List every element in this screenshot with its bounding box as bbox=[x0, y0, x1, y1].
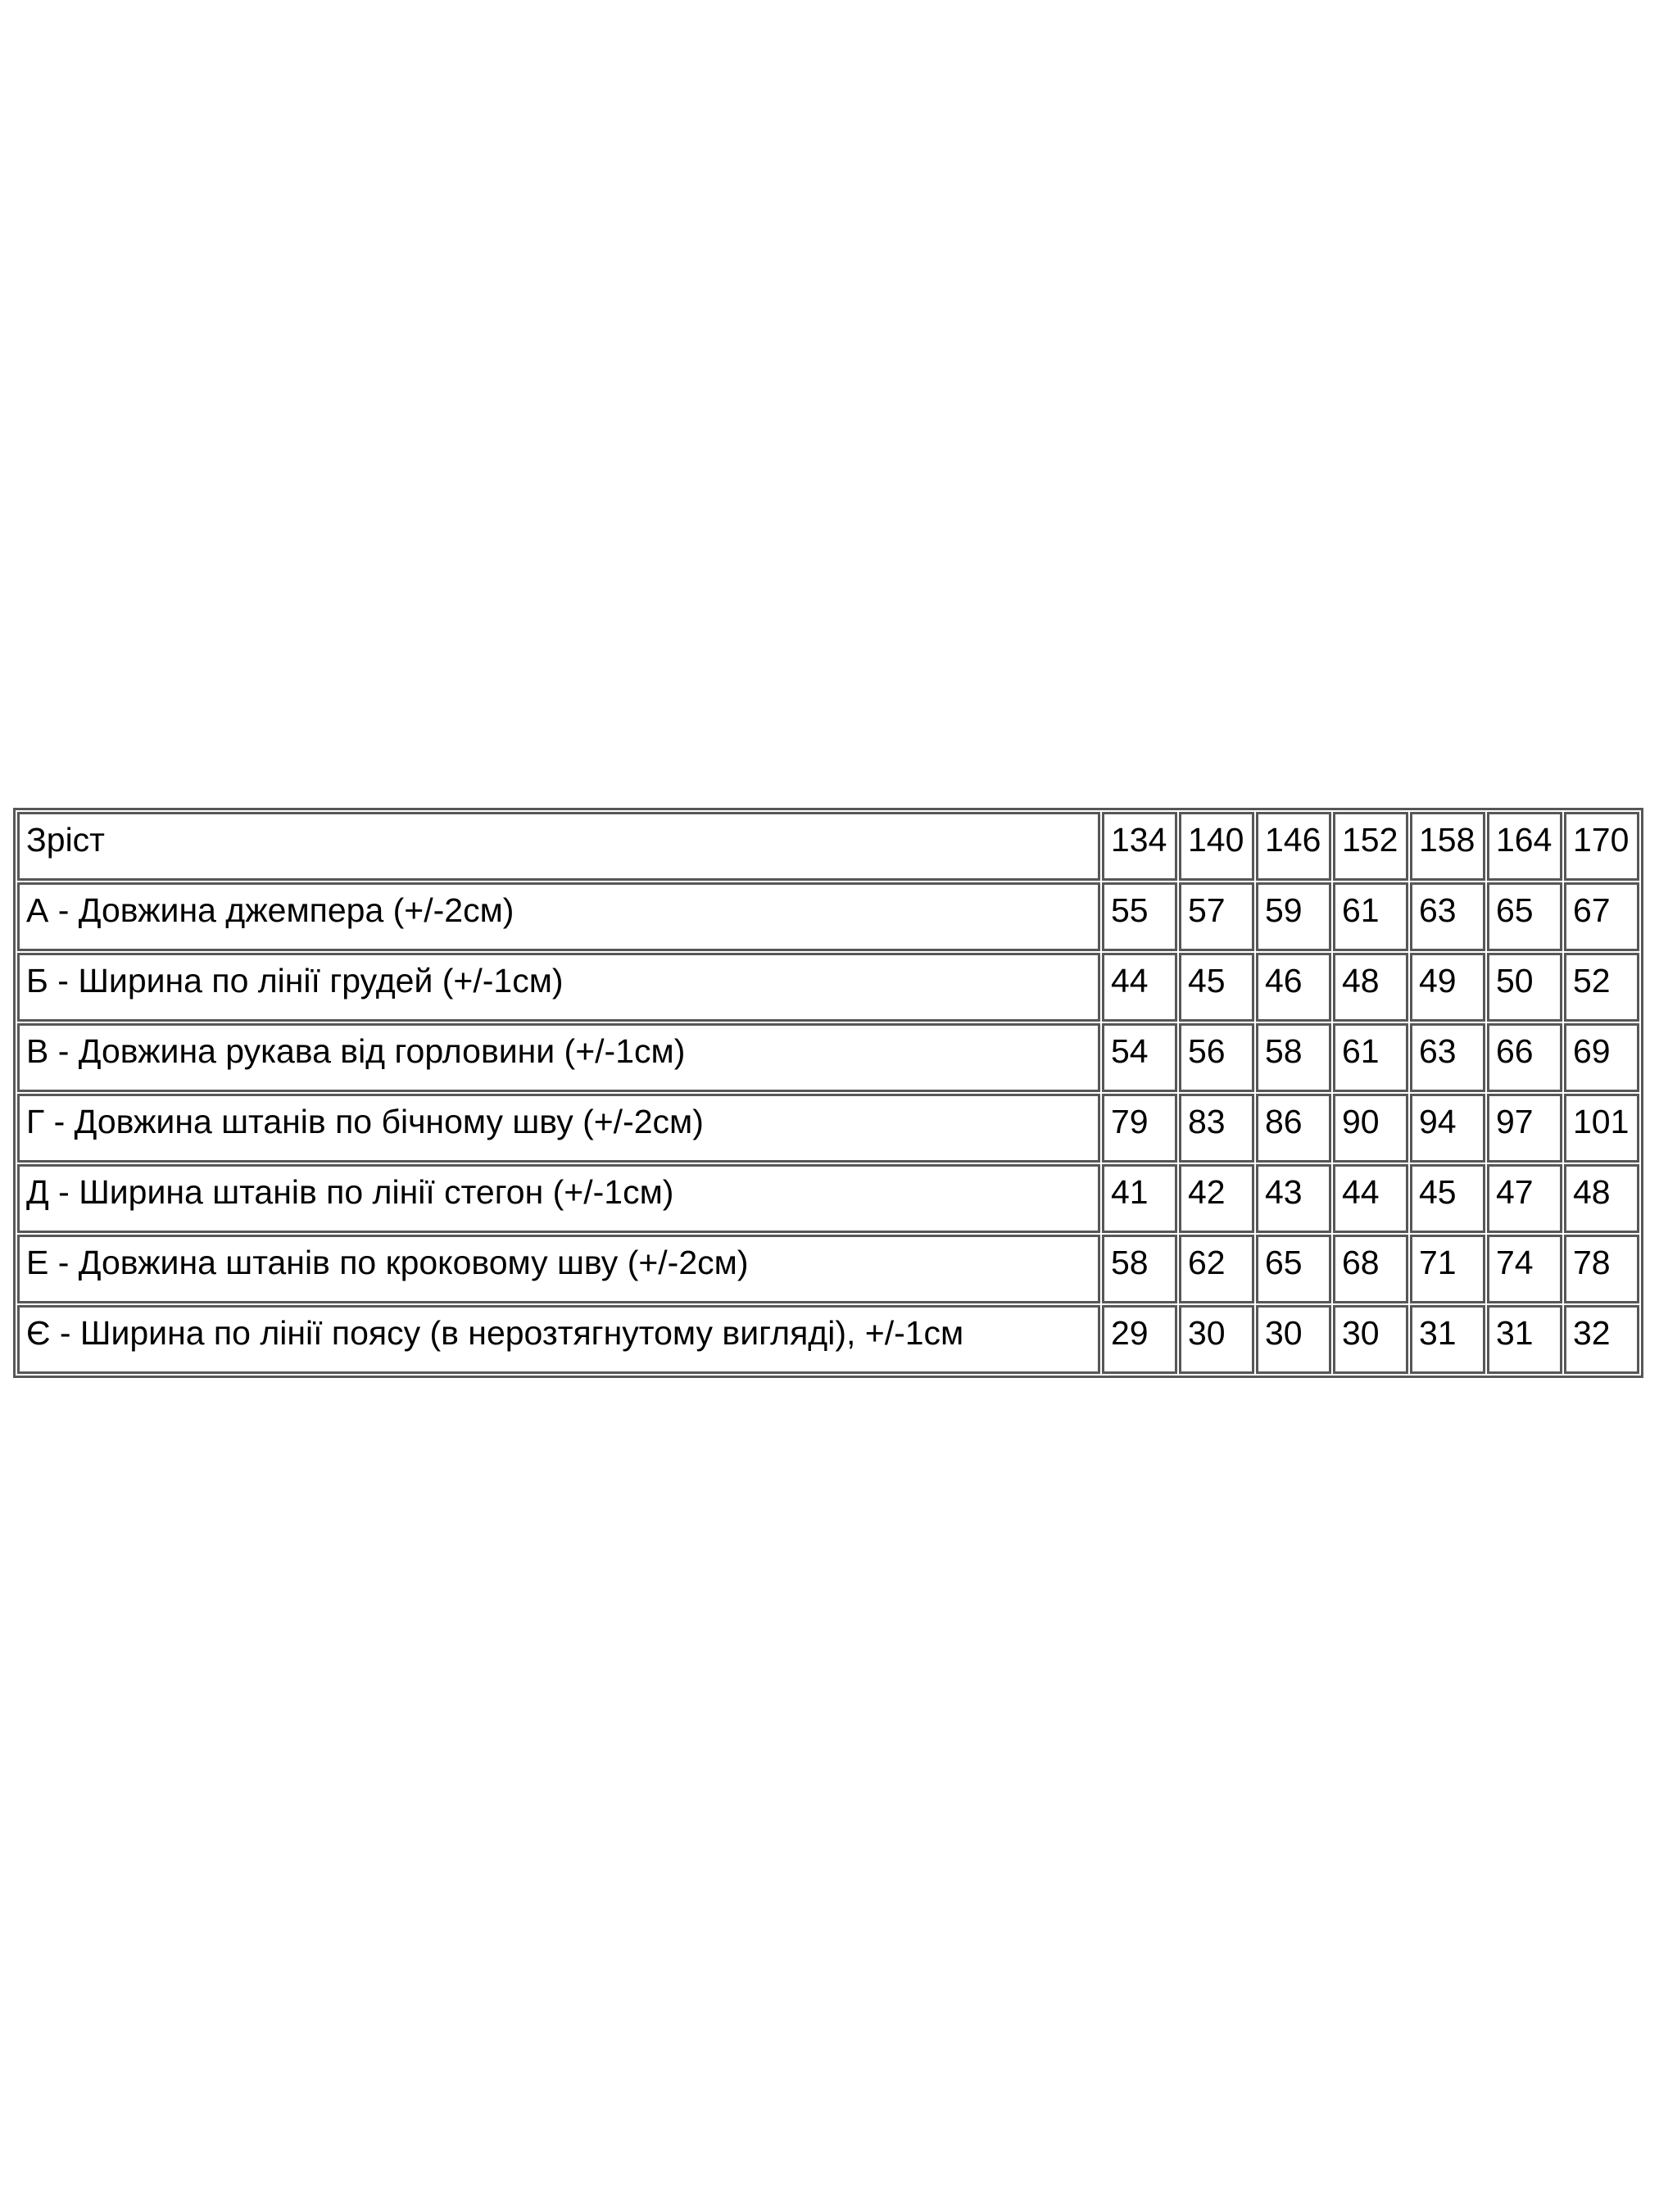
value-cell: 31 bbox=[1487, 1305, 1562, 1374]
value-cell: 30 bbox=[1333, 1305, 1408, 1374]
value-cell: 31 bbox=[1410, 1305, 1485, 1374]
table-row bbox=[17, 882, 1639, 951]
value-cell: 66 bbox=[1487, 1023, 1562, 1092]
table-row bbox=[17, 1023, 1639, 1092]
size-header-cell: 152 bbox=[1333, 812, 1408, 881]
value-cell: 63 bbox=[1410, 1023, 1485, 1092]
value-cell: 86 bbox=[1256, 1094, 1331, 1163]
value-cell: 69 bbox=[1564, 1023, 1639, 1092]
size-header-cell: 134 bbox=[1102, 812, 1177, 881]
row-label: А - Довжина джемпера (+/-2см) bbox=[17, 882, 1100, 951]
value-cell: 54 bbox=[1102, 1023, 1177, 1092]
row-label: В - Довжина рукава від горловини (+/-1см) bbox=[17, 1023, 1100, 1092]
value-cell: 63 bbox=[1410, 882, 1485, 951]
row-label: Е - Довжина штанів по кроковому шву (+/-2см) bbox=[17, 1235, 1100, 1303]
value-cell: 29 bbox=[1102, 1305, 1177, 1374]
value-cell: 30 bbox=[1179, 1305, 1254, 1374]
value-cell: 55 bbox=[1102, 882, 1177, 951]
size-header-cell: 164 bbox=[1487, 812, 1562, 881]
value-cell: 45 bbox=[1410, 1164, 1485, 1233]
value-cell: 48 bbox=[1564, 1164, 1639, 1233]
value-cell: 47 bbox=[1487, 1164, 1562, 1233]
row-label: Д - Ширина штанів по лінії стегон (+/-1см) bbox=[17, 1164, 1100, 1233]
value-cell: 58 bbox=[1102, 1235, 1177, 1303]
size-header-cell: 146 bbox=[1256, 812, 1331, 881]
value-cell: 46 bbox=[1256, 953, 1331, 1022]
row-label: Г - Довжина штанів по бічному шву (+/-2см) bbox=[17, 1094, 1100, 1163]
value-cell: 61 bbox=[1333, 1023, 1408, 1092]
table-row bbox=[17, 1164, 1639, 1233]
value-cell: 57 bbox=[1179, 882, 1254, 951]
value-cell: 41 bbox=[1102, 1164, 1177, 1233]
value-cell: 42 bbox=[1179, 1164, 1254, 1233]
value-cell: 83 bbox=[1179, 1094, 1254, 1163]
value-cell: 50 bbox=[1487, 953, 1562, 1022]
size-header-cell: 158 bbox=[1410, 812, 1485, 881]
header-label: Зріст bbox=[17, 812, 1100, 881]
value-cell: 56 bbox=[1179, 1023, 1254, 1092]
value-cell: 44 bbox=[1102, 953, 1177, 1022]
row-label: Є - Ширина по лінії поясу (в нерозтягнутому вигляді), +/-1см bbox=[17, 1305, 1100, 1374]
value-cell: 65 bbox=[1256, 1235, 1331, 1303]
value-cell: 43 bbox=[1256, 1164, 1331, 1233]
value-cell: 101 bbox=[1564, 1094, 1639, 1163]
table-row bbox=[17, 1305, 1639, 1374]
row-label: Б - Ширина по лінії грудей (+/-1см) bbox=[17, 953, 1100, 1022]
size-table bbox=[13, 808, 1643, 1378]
value-cell: 30 bbox=[1256, 1305, 1331, 1374]
value-cell: 68 bbox=[1333, 1235, 1408, 1303]
value-cell: 94 bbox=[1410, 1094, 1485, 1163]
size-header-cell: 140 bbox=[1179, 812, 1254, 881]
size-header-cell: 170 bbox=[1564, 812, 1639, 881]
value-cell: 49 bbox=[1410, 953, 1485, 1022]
value-cell: 65 bbox=[1487, 882, 1562, 951]
value-cell: 44 bbox=[1333, 1164, 1408, 1233]
value-cell: 71 bbox=[1410, 1235, 1485, 1303]
table-header-row bbox=[17, 812, 1639, 881]
value-cell: 78 bbox=[1564, 1235, 1639, 1303]
value-cell: 67 bbox=[1564, 882, 1639, 951]
value-cell: 48 bbox=[1333, 953, 1408, 1022]
value-cell: 62 bbox=[1179, 1235, 1254, 1303]
value-cell: 61 bbox=[1333, 882, 1408, 951]
size-chart-container bbox=[13, 808, 1645, 1378]
value-cell: 97 bbox=[1487, 1094, 1562, 1163]
table-row bbox=[17, 953, 1639, 1022]
value-cell: 90 bbox=[1333, 1094, 1408, 1163]
value-cell: 58 bbox=[1256, 1023, 1331, 1092]
table-row bbox=[17, 1094, 1639, 1163]
value-cell: 74 bbox=[1487, 1235, 1562, 1303]
value-cell: 52 bbox=[1564, 953, 1639, 1022]
value-cell: 32 bbox=[1564, 1305, 1639, 1374]
value-cell: 45 bbox=[1179, 953, 1254, 1022]
value-cell: 59 bbox=[1256, 882, 1331, 951]
table-row bbox=[17, 1235, 1639, 1303]
value-cell: 79 bbox=[1102, 1094, 1177, 1163]
